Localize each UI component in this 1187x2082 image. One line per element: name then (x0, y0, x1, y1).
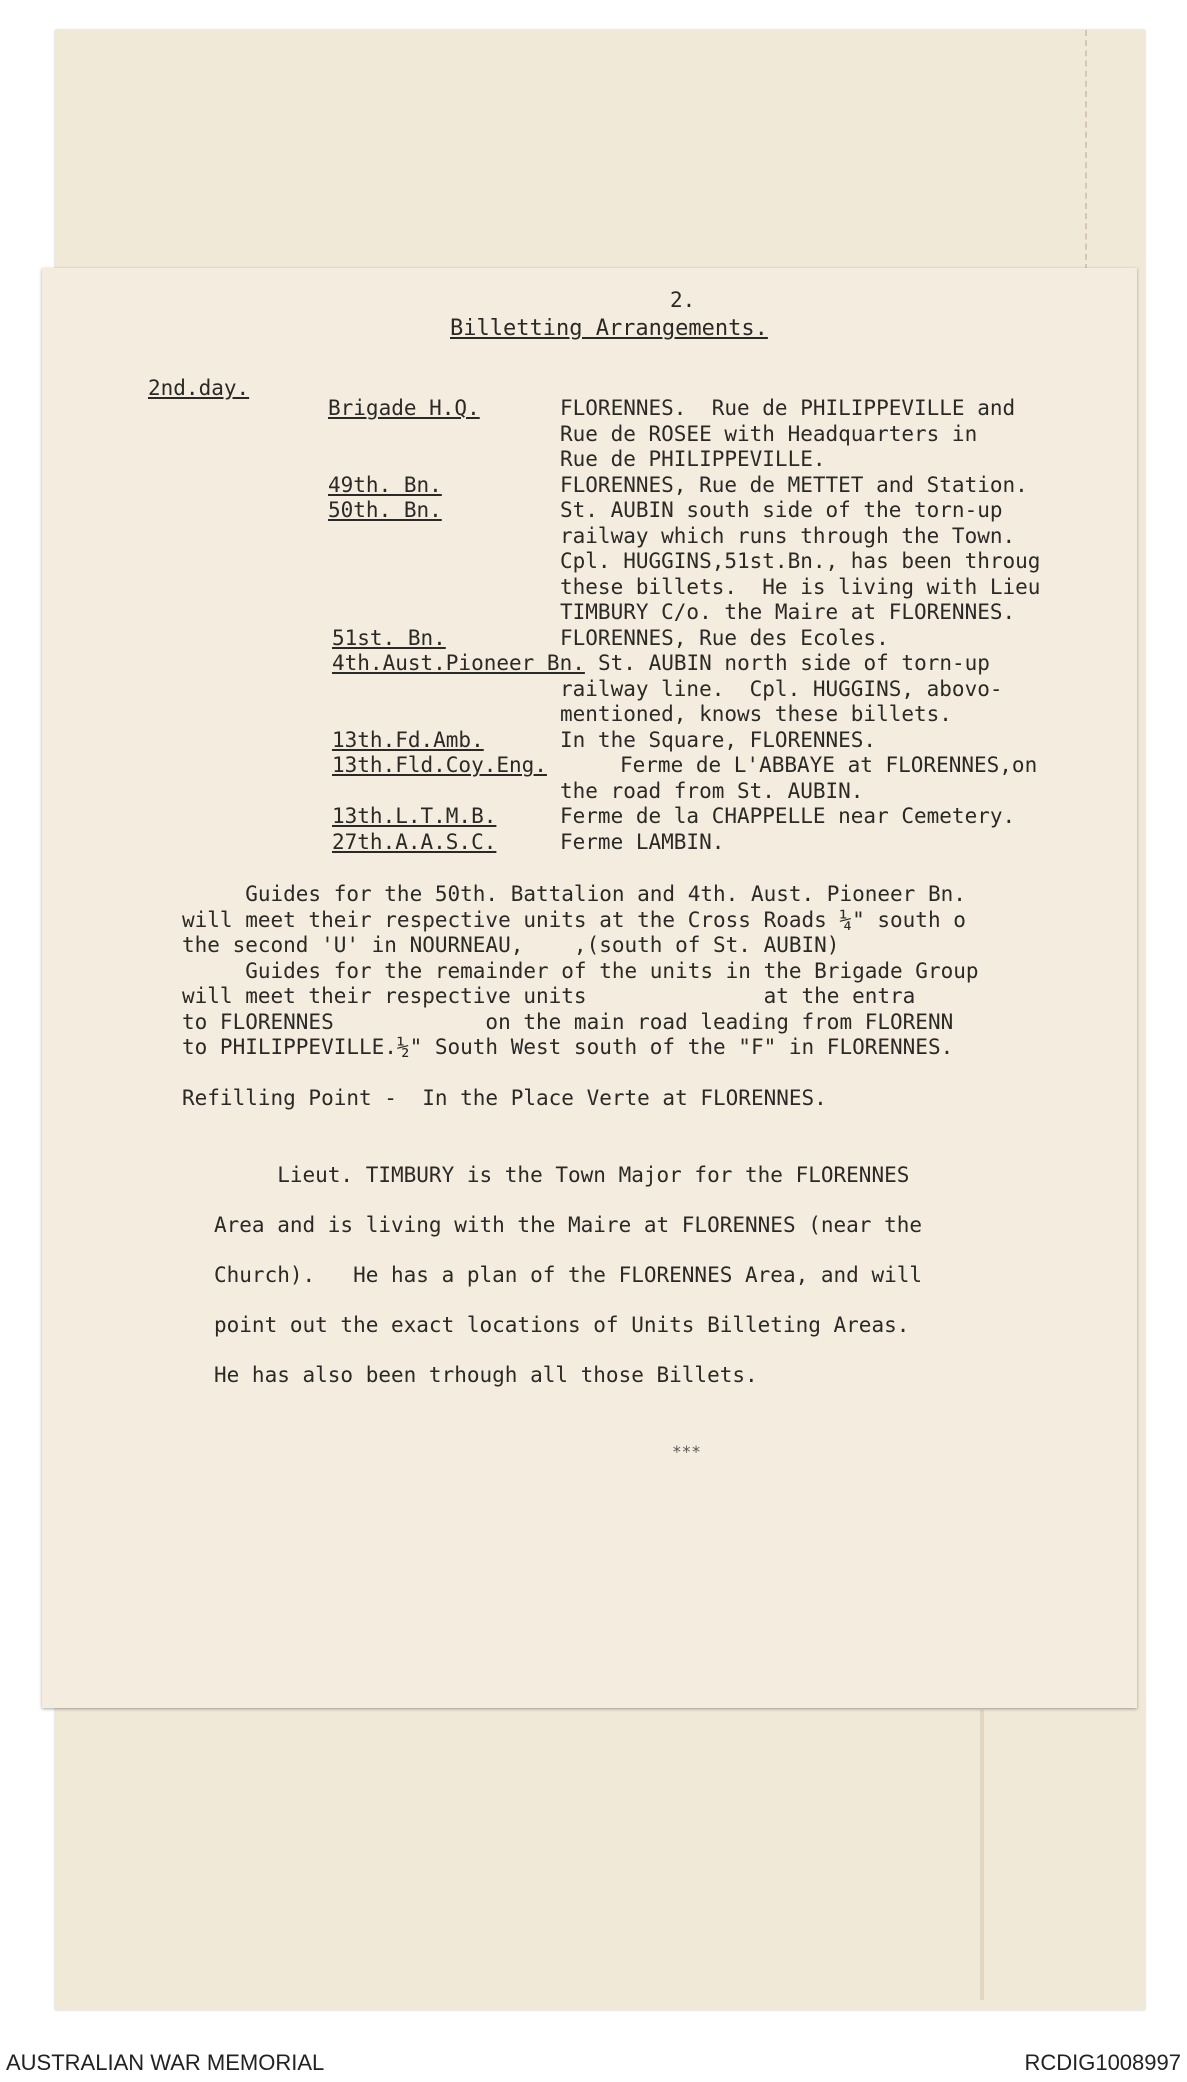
billet-description-line: the road from St. AUBIN. (560, 778, 864, 803)
billet-description-line: Ferme LAMBIN. (560, 829, 725, 854)
town-major-paragraph: Lieut. TIMBURY is the Town Major for the FLORENNES Area and is living with the Maire at FLORENNES (near the Church). He has a plan of the FLORENNES Area, and will point out the exact locations of Units Billeting Areas. He has also been trhough all those Billets. (214, 1163, 923, 1387)
footer-id: RCDIG1008997 (1024, 2050, 1181, 2075)
end-mark: *** (672, 1442, 701, 1461)
billet-unit: 27th.A.A.S.C. (332, 829, 497, 854)
page-number: 2. (670, 288, 696, 312)
billet-description-line: TIMBURY C/o. the Maire at FLORENNES. (560, 600, 1016, 624)
billet-description-line: these billets. He is living with Lieu (560, 574, 1041, 599)
day-heading: 2nd.day. (148, 376, 250, 400)
billet-description-line: Ferme de la CHAPPELLE near Cemetery. (560, 804, 1016, 828)
billet-unit: 4th.Aust.Pioneer Bn. (332, 651, 585, 675)
billet-description-line: FLORENNES. Rue de PHILIPPEVILLE and (560, 396, 1016, 420)
billet-unit: 13th.L.T.M.B. (332, 804, 497, 828)
billet-unit: 51st. Bn. (332, 625, 446, 650)
billet-description-line: Rue de PHILIPPEVILLE. (560, 447, 826, 471)
billet-description-line: FLORENNES, Rue de METTET and Station. (560, 472, 1028, 497)
billet-unit: 49th. Bn. (328, 472, 442, 497)
guides-paragraph: Guides for the 50th. Battalion and 4th. Aust. Pioneer Bn. will meet their respective units at the Cross Roads ¼" south o the second 'U' in NOURNEAU, ,(south of St. AUBIN) Guides for the remainder of the units in the Brigade Group will meet their respective units at the entra to FLORENNES on the main road leading from FLORENN to PHILIPPEVILLE.½" South West south of the "F" in FLORENNES. (182, 882, 979, 1059)
billet-description-line: railway line. Cpl. HUGGINS, abovo- (560, 676, 1003, 701)
billet-description-line: Rue de ROSEE with Headquarters in (560, 421, 978, 446)
billet-unit: 13th.Fld.Coy.Eng. (332, 753, 547, 777)
torn-edge (1085, 30, 1127, 270)
refilling-point: Refilling Point - In the Place Verte at FLORENNES. (182, 1086, 827, 1110)
billet-description-line: Ferme de L'ABBAYE at FLORENNES,on (620, 753, 1038, 777)
billet-unit: 50th. Bn. (328, 498, 442, 522)
footer-source: AUSTRALIAN WAR MEMORIAL (6, 2050, 325, 2075)
billet-description-line: FLORENNES, Rue des Ecoles. (560, 625, 889, 650)
billet-description-line: mentioned, knows these billets. (560, 702, 952, 726)
billet-description-line: railway which runs through the Town. (560, 523, 1016, 548)
billet-description-line: In the Square, FLORENNES. (560, 727, 877, 752)
document-title: Billetting Arrangements. (450, 316, 768, 341)
billet-description-line: St. AUBIN south side of the torn-up (560, 498, 1003, 522)
billet-unit: 13th.Fd.Amb. (332, 727, 484, 752)
billet-unit: Brigade H.Q. (328, 396, 480, 420)
billet-description-line: Cpl. HUGGINS,51st.Bn., has been throug (560, 549, 1041, 573)
fold-crease (980, 1710, 984, 2000)
billet-description-line: St. AUBIN north side of torn-up (598, 651, 990, 675)
